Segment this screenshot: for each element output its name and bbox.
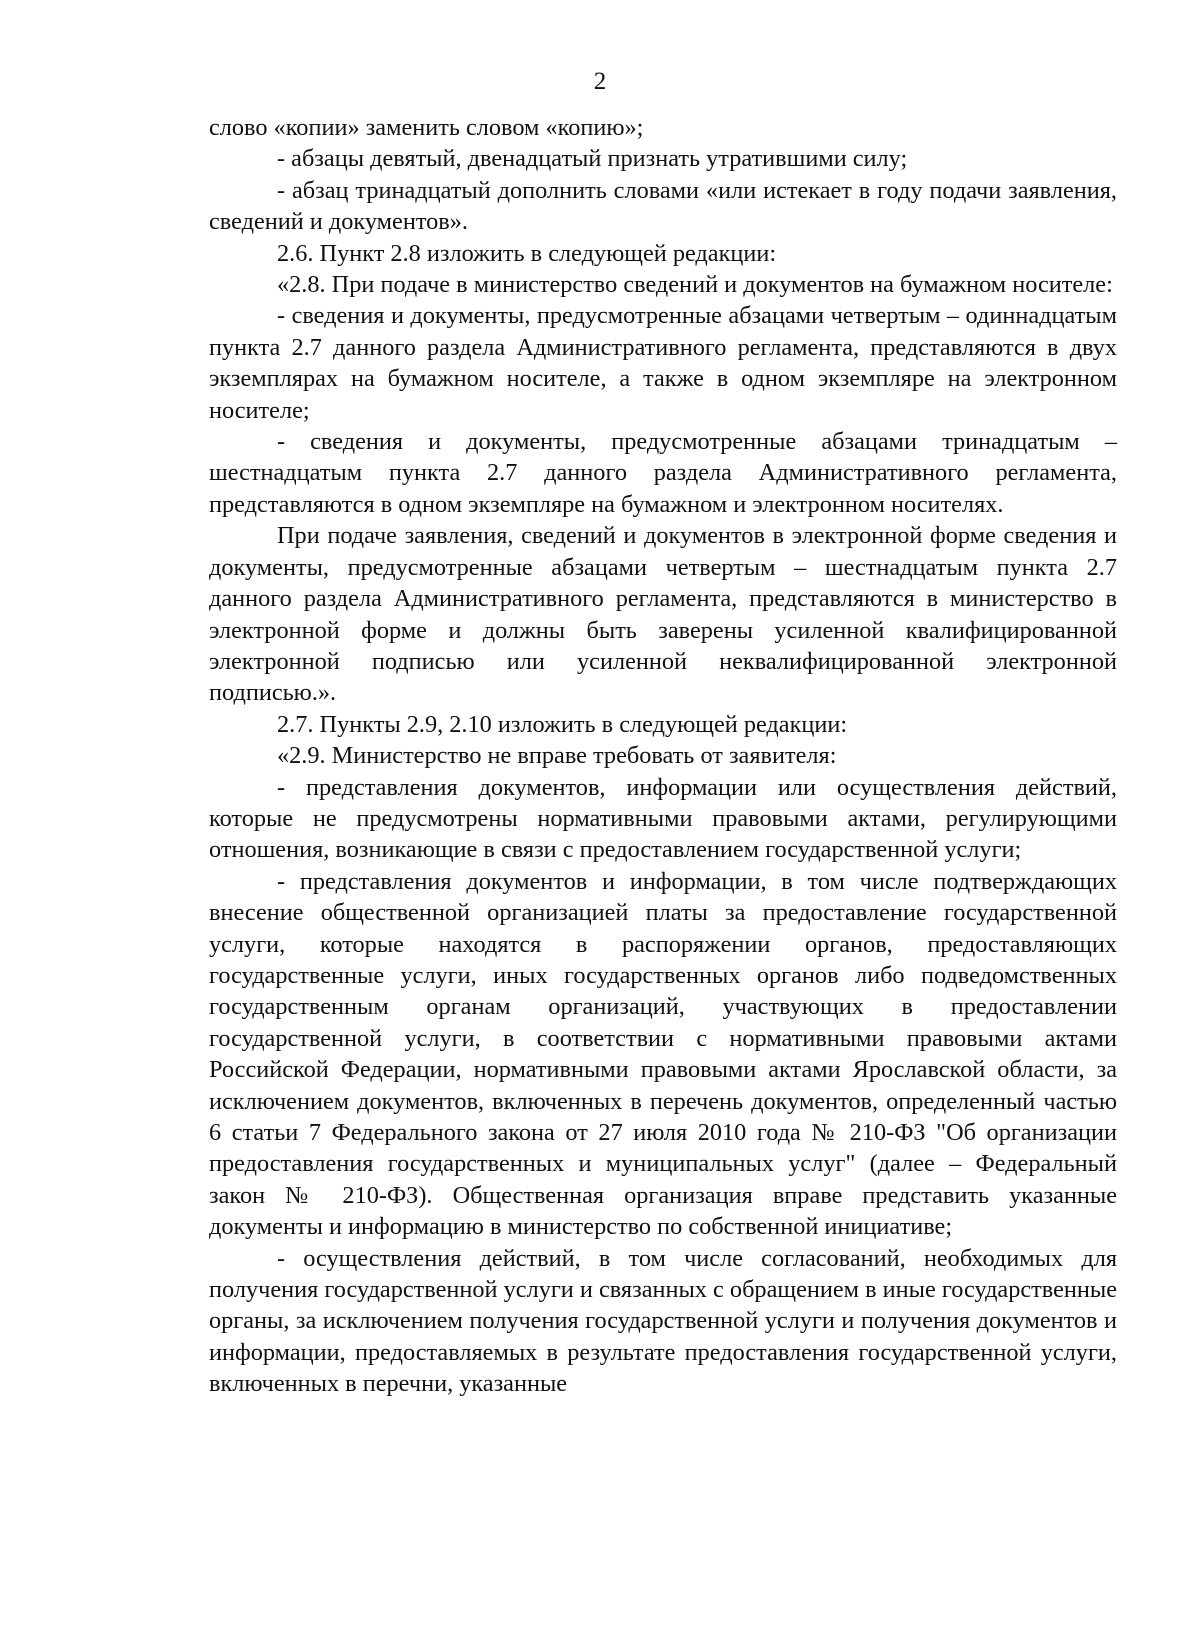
paragraph-8: При подаче заявления, сведений и документов в электронной форме сведения и документы, предусмотренные абзацами четвертым – шестнадцатым пункта 2.7 данного раздела Административного регламента, представляются в министерство в электронной форме и должны быть заверены усиленной квалифицированной электронной подписью или усиленной неквалифицированной электронной подписью.». bbox=[209, 522, 1117, 707]
paragraph-13: - осуществления действий, в том числе согласований, необходимых для получения государственной услуги и связанных с обращением в иные государственные органы, за исключением получения государственной услуги и получения документов и информации, предоставляемых в результате предоставления государственной услуги, включенных в перечни, указанные bbox=[209, 1244, 1117, 1398]
paragraph-12: - представления документов и информации, в том числе подтверждающих внесение общественной организацией платы за предоставление государственной услуги, которые находятся в распоряжении органов, предоставляющих государственные услуги, иных государственных органов либо подведомственных государственным органам организаций, участвующих в предоставлении государственной услуги, в соответствии с нормативными правовыми актами Российской Федерации, нормативными правовыми актами Ярославской области, за исключением документов, включенных в перечень документов, определенный частью 6 статьи 7 Федерального закона от 27 июля 2010 года № 210-ФЗ "Об организации предоставления государственных и муниципальных услуг" (далее – Федеральный закон № 210-ФЗ). Общественная организация вправе представить указанные документы и информацию в министерство по собственной инициативе; bbox=[209, 867, 1117, 1241]
paragraph-11: - представления документов, информации или осуществления действий, которые не предусмотрены нормативными правовыми актами, регулирующими отношения, возникающие в связи с предоставлением государственной услуги; bbox=[209, 773, 1117, 864]
paragraph-5: «2.8. При подаче в министерство сведений и документов на бумажном носителе: bbox=[277, 271, 1113, 299]
page-number: 2 bbox=[593, 68, 607, 95]
paragraph-6: - сведения и документы, предусмотренные абзацами четвертым – одиннадцатым пункта 2.7 данного раздела Административного регламента, представляются в двух экземплярах на бумажном носителе, а также в одном экземпляре на электронном носителе; bbox=[209, 302, 1117, 424]
paragraph-7: - сведения и документы, предусмотренные абзацами тринадцатым – шестнадцатым пункта 2.7 данного раздела Административного регламента, представляются в одном экземпляре на бумажном и электронном носителях. bbox=[209, 428, 1117, 518]
paragraph-1: слово «копии» заменить словом «копию»; bbox=[209, 114, 644, 141]
paragraph-9: 2.7. Пункты 2.9, 2.10 изложить в следующей редакции: bbox=[277, 710, 848, 738]
paragraph-2: - абзацы девятый, двенадцатый признать утратившими силу; bbox=[277, 145, 908, 173]
paragraph-3: - абзац тринадцатый дополнить словами «или истекает в году подачи заявления, сведений и документов». bbox=[209, 176, 1117, 236]
paragraph-10: «2.9. Министерство не вправе требовать от заявителя: bbox=[277, 742, 837, 770]
paragraph-4: 2.6. Пункт 2.8 изложить в следующей редакции: bbox=[277, 239, 777, 267]
document-body bbox=[209, 112, 1117, 1400]
